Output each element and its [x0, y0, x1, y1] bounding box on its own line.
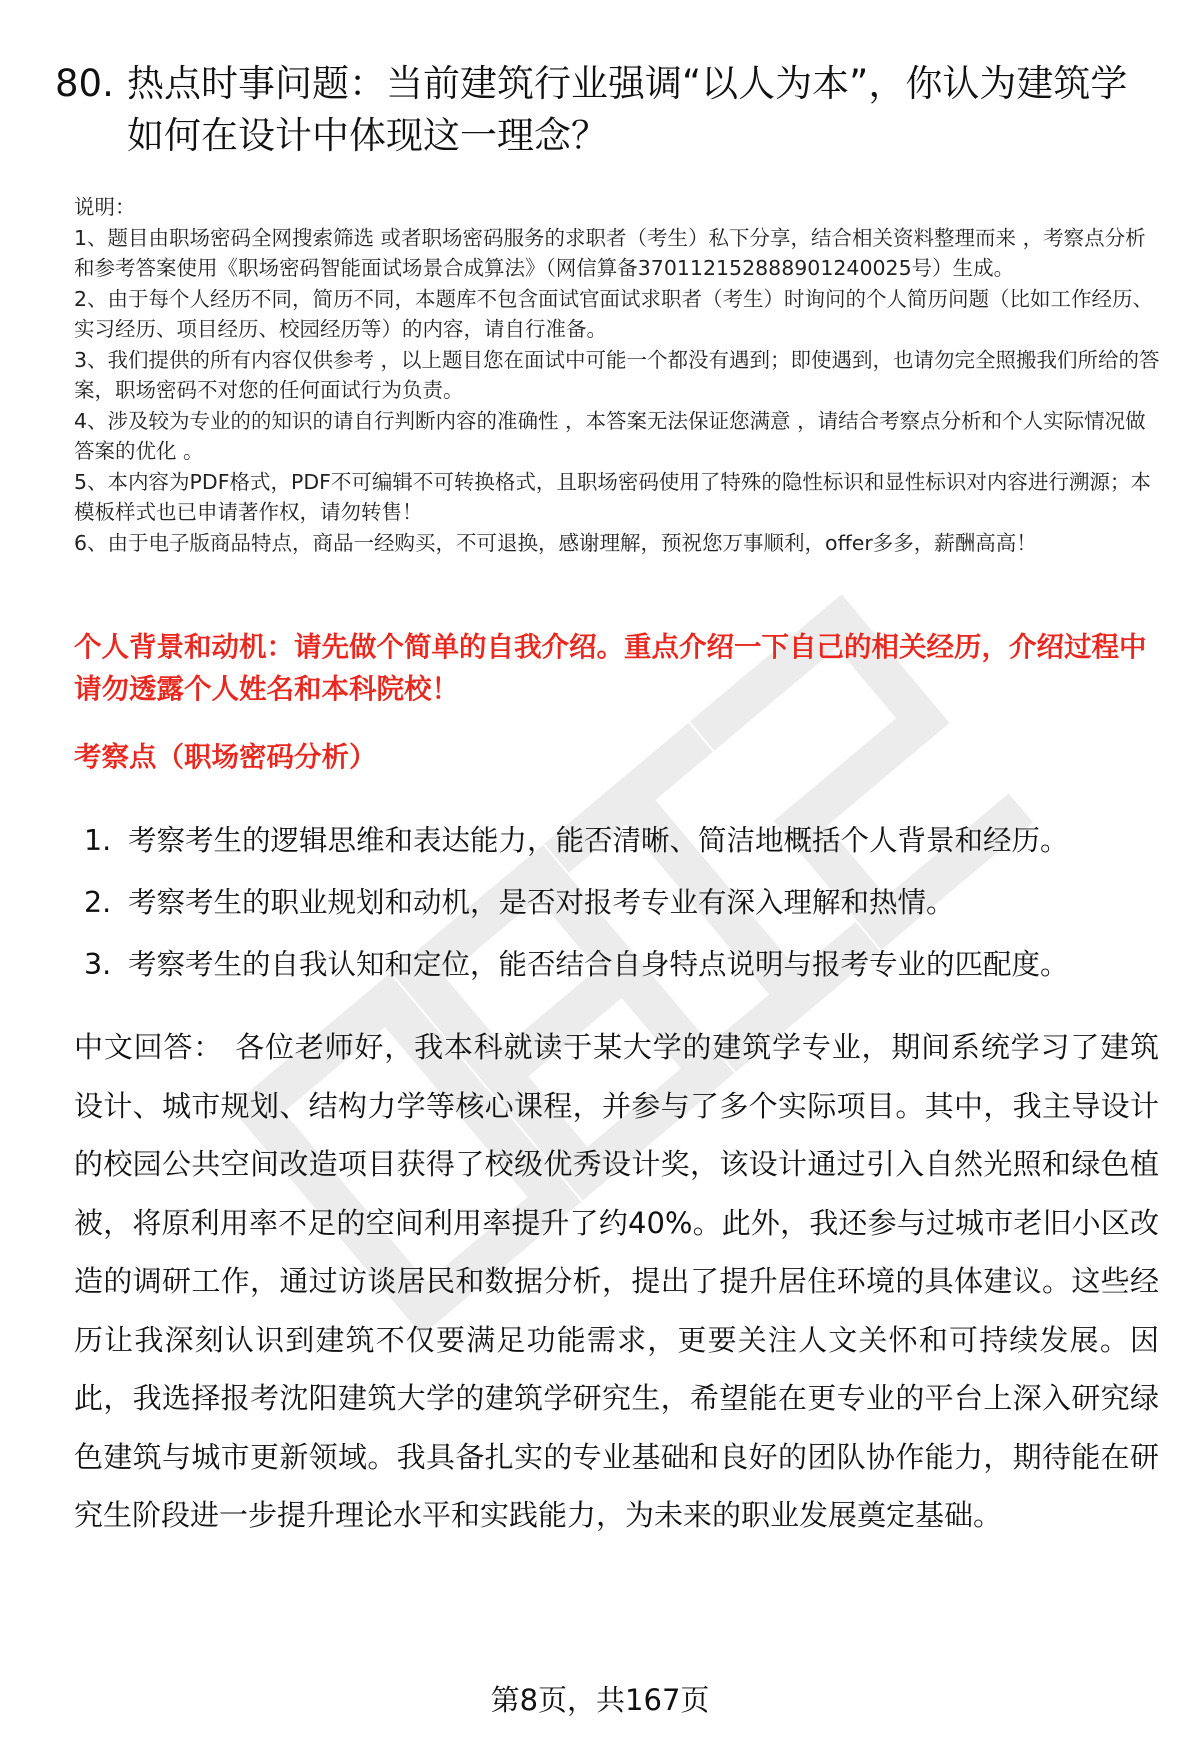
answer-label: 中文回答：: [74, 1030, 224, 1064]
note-item: 4、涉及较为专业的的知识的请自行判断内容的准确性 ，本答案无法保证您满意 ，请结合考察点分析和个人实际情况做答案的优化 。: [74, 408, 1146, 463]
note-item: 6、由于电子版商品特点，商品一经购买，不可退换，感谢理解，预祝您万事顺利，offer多多，薪酬高高！: [74, 530, 1037, 555]
answer-paragraph: [74, 1018, 1159, 1545]
point-text: 考察考生的自我认知和定位，能否结合自身特点说明与报考专业的匹配度。: [128, 948, 1069, 981]
analysis-heading: 考察点（职场密码分析）: [74, 741, 377, 773]
analysis-point: [84, 810, 1164, 872]
analysis-points: [84, 810, 1164, 996]
point-number: 1.: [84, 824, 112, 857]
question-text-line1: 热点时事问题：当前建筑行业强调“以人为本”，你认为建筑学: [127, 62, 1128, 105]
question-number: 80.: [55, 62, 114, 105]
notes-header: 说明：: [74, 195, 136, 219]
background-heading: 个人背景和动机：请先做个简单的自我介绍。重点介绍一下自己的相关经历，介绍过程中请勿透露个人姓名和本科院校！: [74, 631, 1147, 705]
note-item: 5、本内容为PDF格式，PDF不可编辑不可转换格式，且职场密码使用了特殊的隐性标识和显性标识对内容进行溯源；本模板样式也已申请著作权，请勿转售！: [74, 469, 1151, 524]
note-item: 1、题目由职场密码全网搜索筛选 或者职场密码服务的求职者（考生）私下分享，结合相关资料整理而来 ，考察点分析和参考答案使用《职场密码智能面试场景合成算法》（网信算备370112152888901240025号）生成。: [74, 225, 1146, 280]
page-footer: 第8页，共167页: [490, 1683, 710, 1717]
answer-text: 各位老师好，我本科就读于某大学的建筑学专业，期间系统学习了建筑设计、城市规划、结构力学等核心课程，并参与了多个实际项目。其中，我主导设计的校园公共空间改造项目获得了校级优秀设计奖，该设计通过引入自然光照和绿色植被，将原利用率不足的空间利用率提升了约40%。此外，我还参与过城市老旧小区改造的调研工作，通过访谈居民和数据分析，提出了提升居住环境的具体建议。这些经历让我深刻认识到建筑不仅要满足功能需求，更要关注人文关怀和可持续发展。因此，我选择报考沈阳建筑大学的建筑学研究生，希望能在更专业的平台上深入研究绿色建筑与城市更新领域。我具备扎实的专业基础和良好的团队协作能力，期待能在研究生阶段进一步提升理论水平和实践能力，为未来的职业发展奠定基础。: [74, 1030, 1159, 1532]
analysis-point: [84, 872, 1164, 934]
point-number: 3.: [84, 948, 112, 981]
point-number: 2.: [84, 886, 112, 919]
analysis-point: [84, 934, 1164, 996]
point-text: 考察考生的逻辑思维和表达能力，能否清晰、简洁地概括个人背景和经历。: [128, 824, 1069, 857]
note-item: 2、由于每个人经历不同，简历不同，本题库不包含面试官面试求职者（考生）时询问的个人简历问题（比如工作经历、实习经历、项目经历、校园经历等）的内容，请自行准备。: [74, 286, 1154, 341]
question-text-line2: 如何在设计中体现这一理念？: [127, 114, 608, 157]
notes-block: [74, 192, 1164, 558]
note-item: 3、我们提供的所有内容仅供参考 ，以上题目您在面试中可能一个都没有遇到；即使遇到，也请勿完全照搬我们所给的答案，职场密码不对您的任何面试行为负责。: [74, 347, 1160, 402]
question-title: [55, 58, 1155, 162]
point-text: 考察考生的职业规划和动机，是否对报考专业有深入理解和热情。: [128, 886, 955, 919]
